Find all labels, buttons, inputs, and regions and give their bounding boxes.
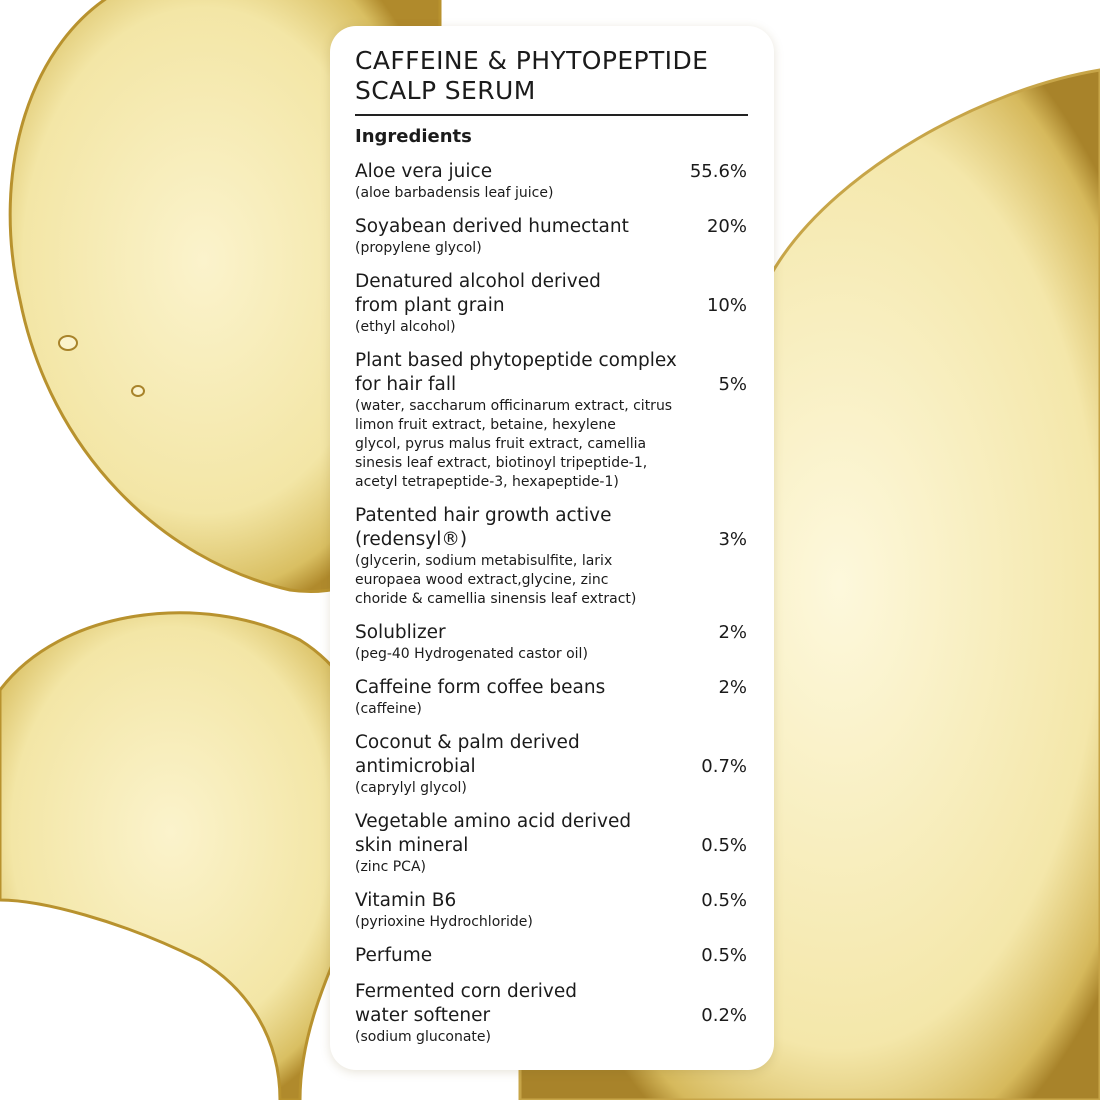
ingredient-item bbox=[355, 731, 747, 798]
ingredient-name: Solublizer bbox=[355, 622, 446, 643]
ingredient-percent: 0.5% bbox=[701, 835, 747, 856]
ingredient-item bbox=[355, 980, 747, 1047]
bubble bbox=[132, 386, 144, 396]
ingredient-percent: 0.5% bbox=[701, 890, 747, 911]
ingredient-percent: 55.6% bbox=[689, 161, 747, 182]
ingredient-inci: (peg-40 Hydrogenated castor oil) bbox=[355, 646, 588, 662]
ingredient-name: Patented hair growth active (redensyl®) bbox=[355, 505, 612, 550]
ingredients-list bbox=[355, 160, 747, 1059]
ingredient-name: Fermented corn derived water softener bbox=[355, 981, 577, 1026]
ingredient-inci: (caffeine) bbox=[355, 701, 422, 717]
ingredient-item bbox=[355, 810, 747, 877]
ingredient-name: Coconut & palm derived antimicrobial bbox=[355, 732, 580, 777]
ingredient-percent: 0.5% bbox=[701, 945, 747, 966]
ingredient-inci: (pyrioxine Hydrochloride) bbox=[355, 914, 533, 930]
ingredient-inci: (propylene glycol) bbox=[355, 240, 482, 256]
ingredient-percent: 2% bbox=[718, 622, 747, 643]
ingredient-item bbox=[355, 889, 747, 932]
ingredient-name: Denatured alcohol derived from plant grain bbox=[355, 271, 601, 316]
ingredient-inci: (ethyl alcohol) bbox=[355, 319, 456, 335]
serum-droplet-bottom-left bbox=[0, 613, 380, 1100]
ingredient-inci: (zinc PCA) bbox=[355, 859, 426, 875]
ingredient-name: Plant based phytopeptide complex for hair fall bbox=[355, 350, 677, 395]
ingredient-percent: 0.7% bbox=[701, 756, 747, 777]
ingredient-name: Vitamin B6 bbox=[355, 890, 457, 911]
ingredient-percent: 20% bbox=[706, 216, 747, 237]
ingredient-percent: 5% bbox=[718, 374, 747, 395]
ingredient-inci: (aloe barbadensis leaf juice) bbox=[355, 185, 554, 201]
ingredient-inci: (sodium gluconate) bbox=[355, 1029, 491, 1045]
ingredient-name: Perfume bbox=[355, 945, 433, 966]
ingredient-inci: (glycerin, sodium metabisulfite, larix europaea wood extract,glycine, zinc choride & camellia sinensis leaf extract) bbox=[355, 553, 637, 607]
ingredient-item bbox=[355, 621, 747, 664]
ingredients-card bbox=[330, 26, 774, 1070]
ingredient-item bbox=[355, 504, 747, 609]
ingredient-item bbox=[355, 160, 747, 203]
ingredient-name: Soyabean derived humectant bbox=[355, 216, 629, 237]
ingredient-name: Aloe vera juice bbox=[355, 161, 493, 182]
bubble bbox=[59, 336, 77, 350]
ingredient-percent: 2% bbox=[718, 677, 747, 698]
ingredient-name: Caffeine form coffee beans bbox=[355, 677, 606, 698]
ingredient-item bbox=[355, 676, 747, 719]
ingredients-heading: Ingredients bbox=[355, 126, 472, 147]
ingredient-item bbox=[355, 215, 747, 258]
title-divider bbox=[355, 114, 748, 116]
ingredient-name: Vegetable amino acid derived skin mineral bbox=[355, 811, 632, 856]
ingredient-item bbox=[355, 349, 747, 492]
ingredient-percent: 0.2% bbox=[701, 1005, 747, 1026]
ingredient-percent: 3% bbox=[718, 529, 747, 550]
ingredient-item bbox=[355, 270, 747, 337]
ingredient-percent: 10% bbox=[706, 295, 747, 316]
product-title: CAFFEINE & PHYTOPEPTIDE SCALP SERUM bbox=[355, 46, 709, 105]
ingredient-item bbox=[355, 944, 747, 968]
ingredient-inci: (water, saccharum officinarum extract, citrus limon fruit extract, betaine, hexylene glycol, pyrus malus fruit extract, camellia sinesis leaf extract, biotinoyl tripeptide-1, acetyl tetrapeptide-3, hexapeptide-1) bbox=[355, 398, 673, 490]
ingredient-inci: (caprylyl glycol) bbox=[355, 780, 467, 796]
